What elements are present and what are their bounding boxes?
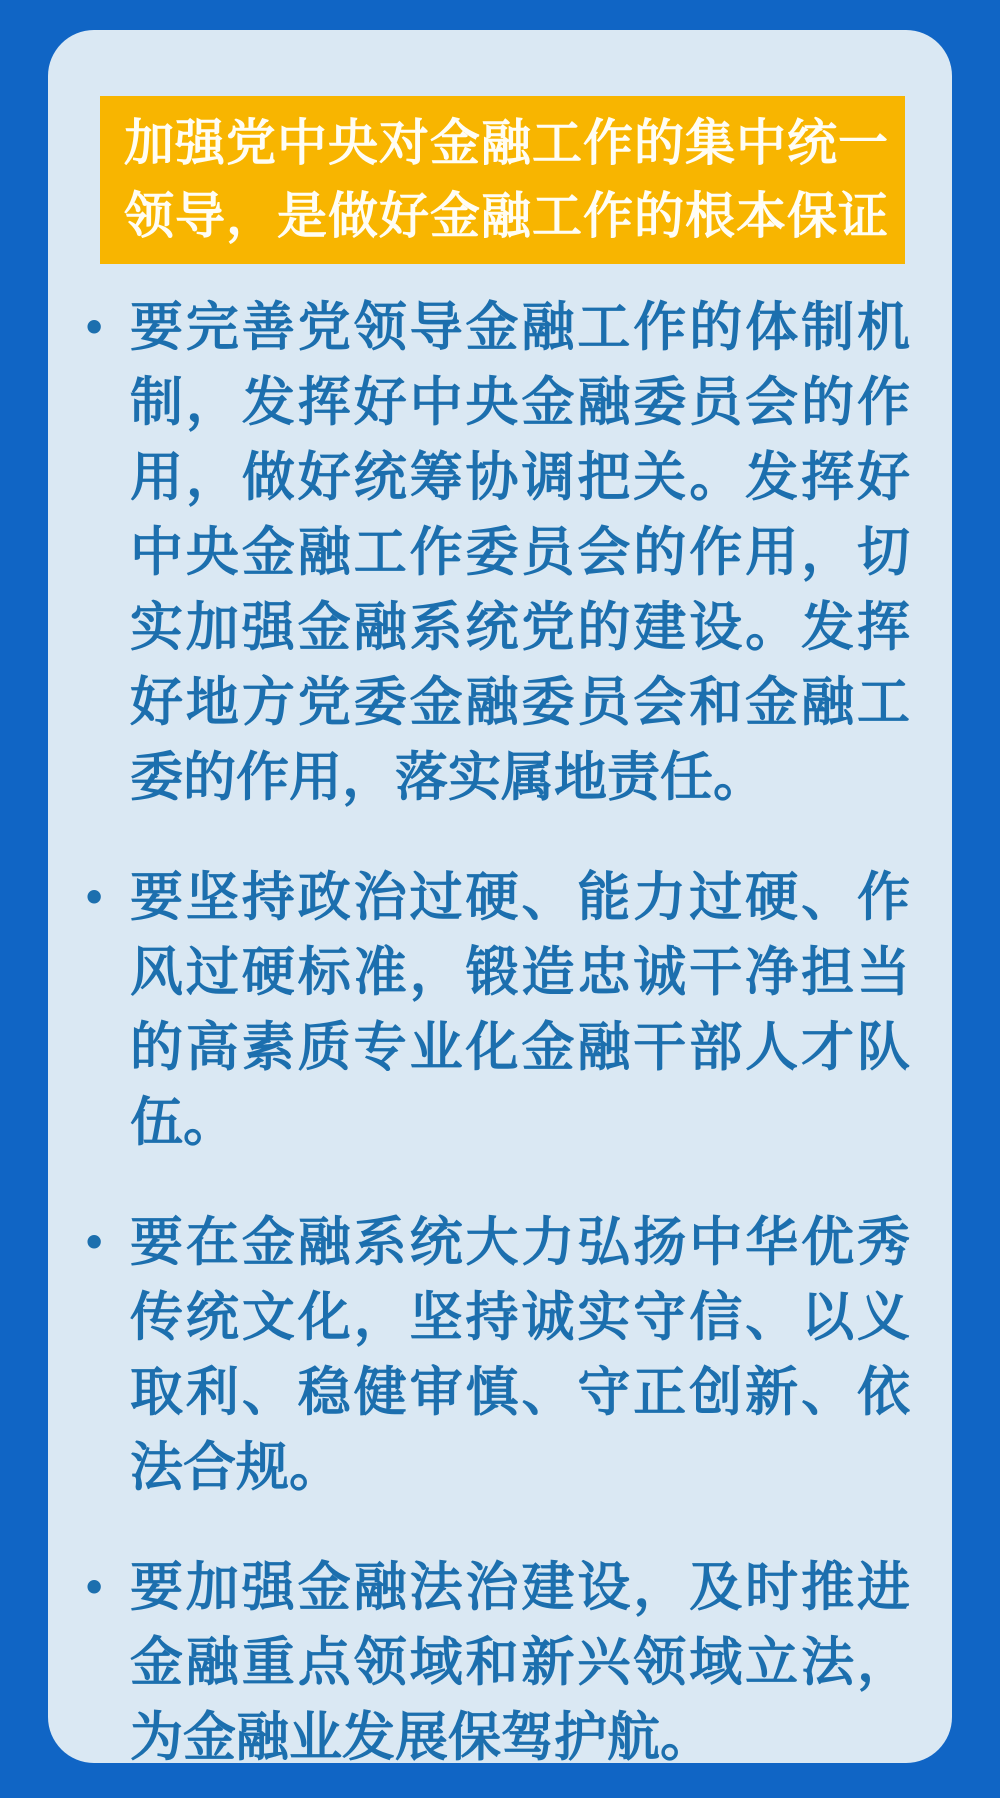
bullet-text: 要加强金融法治建设，及时推进金融重点领域和新兴领域立法，为金融业发展保驾护航。 bbox=[130, 1556, 910, 1768]
list-item bbox=[82, 860, 910, 1160]
title-banner bbox=[100, 96, 905, 264]
bullet-marker: • bbox=[82, 1220, 107, 1265]
content-card bbox=[48, 30, 952, 1768]
bullet-text: 要坚持政治过硬、能力过硬、作风过硬标准，锻造忠诚干净担当的高素质专业化金融干部人才队伍。 bbox=[130, 866, 910, 1153]
list-item bbox=[82, 290, 910, 815]
bullet-list bbox=[82, 290, 910, 1775]
bullet-marker: • bbox=[82, 1565, 107, 1610]
bullet-marker: • bbox=[82, 305, 107, 350]
bullet-marker: • bbox=[82, 875, 107, 920]
bullet-text: 要在金融系统大力弘扬中华优秀传统文化，坚持诚实守信、以义取利、稳健审慎、守正创新、依法合规。 bbox=[130, 1211, 910, 1498]
list-item bbox=[82, 1550, 910, 1775]
bullet-text: 要完善党领导金融工作的体制机制，发挥好中央金融委员会的作用，做好统筹协调把关。发挥好中央金融工作委员会的作用，切实加强金融系统党的建设。发挥好地方党委金融委员会和金融工委的作用，落实属地责任。 bbox=[130, 296, 910, 808]
list-item bbox=[82, 1205, 910, 1505]
title-text: 加强党中央对金融工作的集中统一领导，是做好金融工作的根本保证 bbox=[124, 113, 889, 245]
